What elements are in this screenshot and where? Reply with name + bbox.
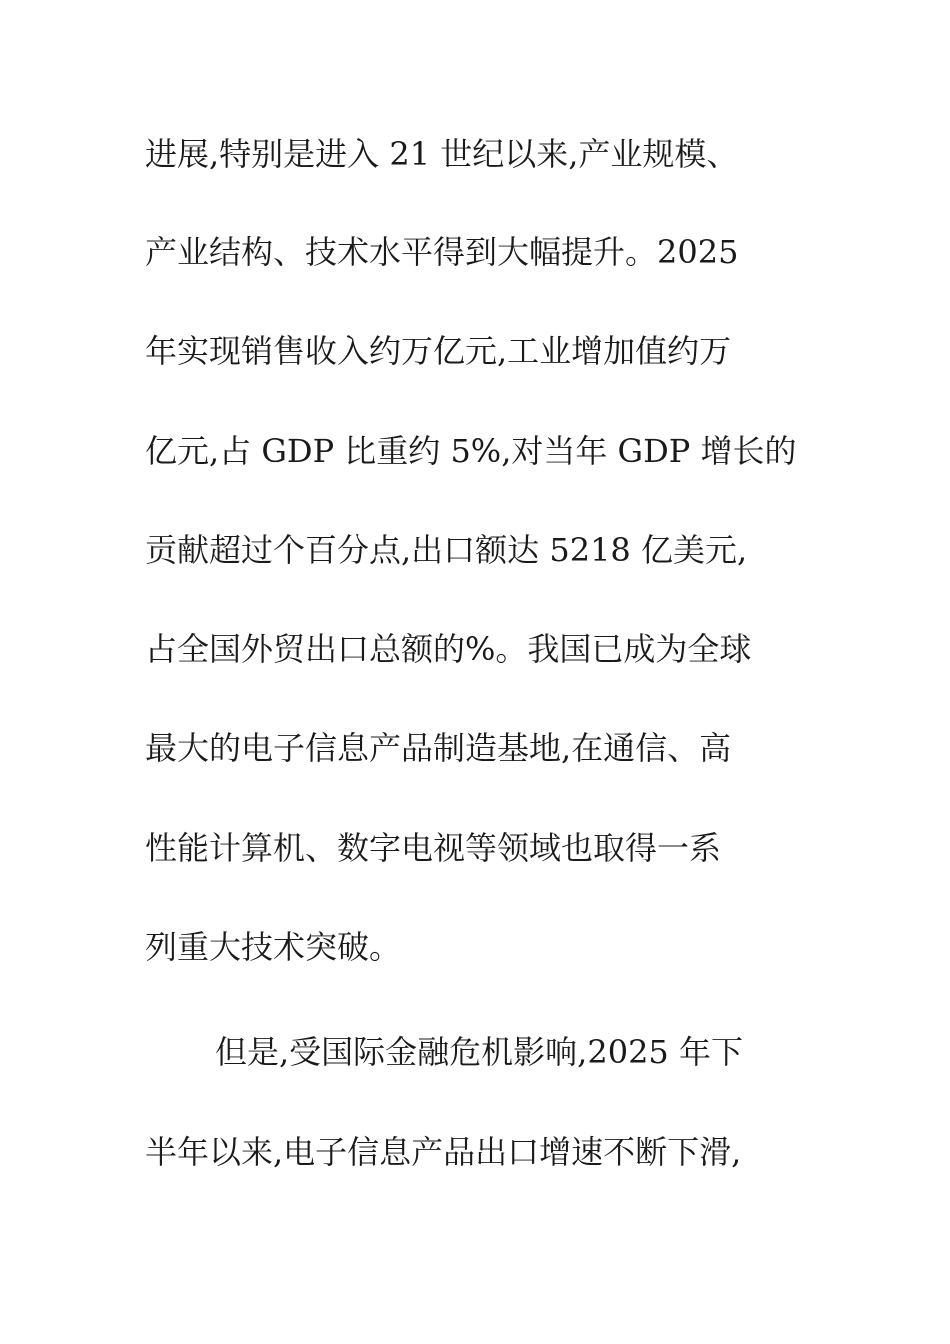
paragraph-1-line-9: 列重大技术突破。 [145, 928, 402, 966]
paragraph-1-line-3: 年实现销售收入约万亿元,工业增加值约万 [145, 332, 732, 370]
paragraph-1-line-2: 产业结构、技术水平得到大幅提升。2025 [145, 233, 739, 271]
paragraph-2-line-2: 半年以来,电子信息产品出口增速不断下滑, [145, 1133, 742, 1171]
paragraph-1-line-1: 进展,特别是进入 21 世纪以来,产业规模、 [145, 135, 739, 173]
paragraph-1-line-6: 占全国外贸出口总额的%。我国已成为全球 [145, 630, 752, 668]
paragraph-2-line-1: 但是,受国际金融危机影响,2025 年下 [215, 1033, 743, 1071]
paragraph-1-line-7: 最大的电子信息产品制造基地,在通信、高 [145, 729, 732, 767]
paragraph-1-line-5: 贡献超过个百分点,出口额达 5218 亿美元, [145, 531, 748, 569]
paragraph-1-line-4: 亿元,占 GDP 比重约 5%,对当年 GDP 增长的 [145, 432, 797, 470]
paragraph-1-line-8: 性能计算机、数字电视等领域也取得一系 [145, 829, 722, 867]
